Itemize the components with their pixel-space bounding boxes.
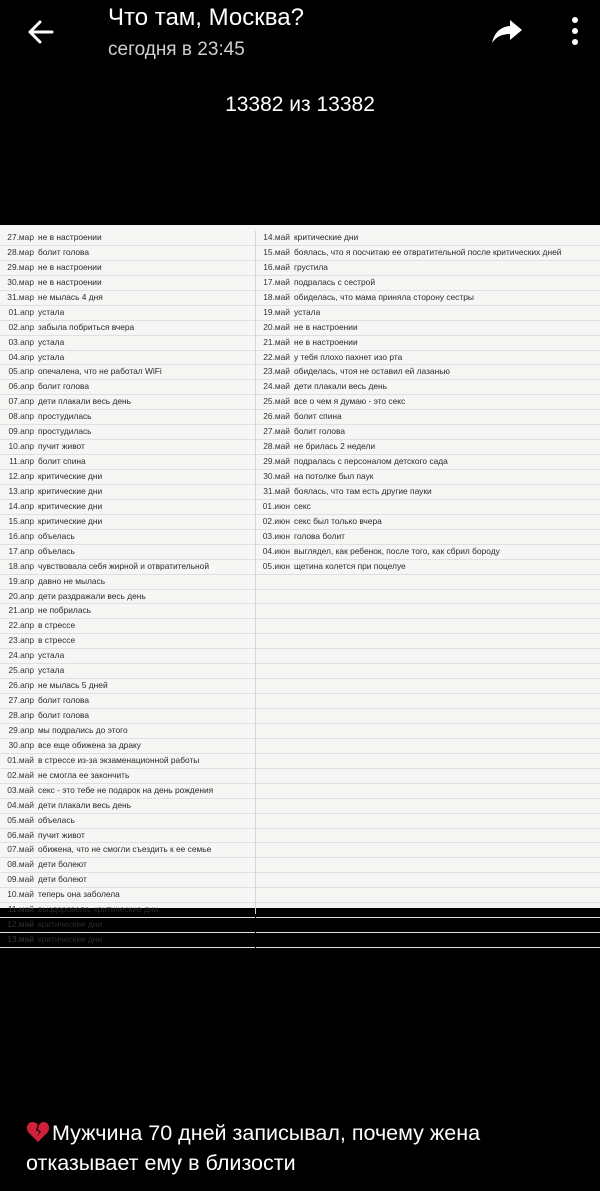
table-row	[0, 425, 255, 440]
table-row	[0, 410, 255, 425]
row-reason: не брилась 2 недели	[294, 441, 376, 452]
row-reason: не смогла ее закончить	[38, 769, 130, 780]
row-reason: критические дни	[38, 515, 103, 526]
row-date: 13.май	[7, 934, 34, 945]
table-row	[0, 321, 255, 336]
back-arrow-icon[interactable]	[22, 14, 62, 50]
row-reason: устала	[38, 336, 65, 347]
table-row	[256, 395, 600, 410]
row-date: 30.апр	[8, 739, 34, 750]
row-date: 21.май	[263, 336, 290, 347]
row-date: 12.май	[7, 919, 34, 930]
row-date: 08.апр	[8, 411, 34, 422]
row-reason: простудилась	[38, 426, 92, 437]
table-row	[0, 903, 255, 918]
row-reason: секс был только вчера	[294, 515, 382, 526]
row-reason: дети плакали весь день	[38, 396, 132, 407]
row-date: 14.апр	[8, 500, 34, 511]
row-reason: секс	[294, 500, 311, 511]
table-row	[256, 410, 600, 425]
row-reason: объелась	[38, 814, 75, 825]
row-date: 31.мар	[7, 291, 34, 302]
table-row	[256, 425, 600, 440]
row-reason: объелась	[38, 545, 75, 556]
chat-title: Что там, Москва?	[108, 4, 304, 31]
row-date: 13.апр	[8, 485, 34, 496]
table-row	[0, 276, 255, 291]
row-reason: все еще обижена за драку	[38, 739, 141, 750]
row-date: 18.май	[263, 291, 290, 302]
row-reason: дети плакали весь день	[38, 799, 132, 810]
table-row	[0, 246, 255, 261]
table-row	[256, 545, 600, 560]
table-row	[0, 649, 255, 664]
row-date: 27.май	[263, 426, 290, 437]
row-date: 22.май	[263, 351, 290, 362]
row-date: 25.май	[263, 396, 290, 407]
row-date: 06.апр	[8, 381, 34, 392]
table-row	[0, 261, 255, 276]
table-row	[256, 470, 600, 485]
row-date: 28.апр	[8, 710, 34, 720]
row-date: 29.апр	[8, 724, 34, 735]
table-row	[256, 649, 600, 664]
table-row	[0, 455, 255, 470]
row-date: 11.май	[7, 904, 34, 915]
row-date: 01.май	[7, 754, 34, 765]
row-reason: в стрессе из-за экзаменационной работы	[38, 754, 200, 765]
row-reason: болит голова	[294, 426, 345, 437]
row-date: 05.июн	[262, 560, 290, 571]
table-row	[0, 515, 255, 530]
table-row	[256, 351, 600, 366]
table-row	[256, 575, 600, 590]
table-row	[0, 769, 255, 784]
table-row	[0, 306, 255, 321]
row-date: 16.апр	[8, 530, 34, 541]
row-reason: устала	[38, 351, 65, 362]
table-row	[0, 709, 255, 724]
row-reason: мы подрались до этого	[38, 724, 128, 735]
table-row	[0, 291, 255, 306]
row-reason: дети болеют	[38, 874, 87, 885]
table-row	[256, 754, 600, 769]
row-reason: не мылась 4 дня	[38, 291, 103, 302]
table-row	[256, 769, 600, 784]
row-reason: чувствовала себя жирной и отвратительной	[38, 560, 210, 571]
table-row	[256, 231, 600, 246]
table-row	[0, 336, 255, 351]
table-row	[256, 321, 600, 336]
media-counter: 13382 из 13382	[225, 93, 375, 116]
table-row	[0, 724, 255, 739]
row-date: 17.апр	[8, 545, 34, 556]
row-reason: давно не мылась	[38, 575, 106, 586]
table-row	[256, 814, 600, 829]
row-date: 01.апр	[8, 306, 34, 317]
table-row	[256, 619, 600, 634]
row-reason: дети раздражали весь день	[38, 590, 146, 601]
row-date: 05.апр	[8, 366, 34, 377]
row-reason: в стрессе	[38, 635, 76, 646]
table-row	[256, 664, 600, 679]
row-date: 30.май	[263, 471, 290, 481]
row-date: 21.апр	[8, 605, 34, 616]
table-row	[0, 351, 255, 366]
table-row	[0, 604, 255, 619]
table-row	[256, 694, 600, 709]
table-row	[256, 843, 600, 858]
row-date: 02.апр	[8, 321, 34, 332]
row-reason: болит голова	[38, 695, 89, 706]
row-date: 24.май	[263, 381, 290, 392]
row-date: 12.апр	[8, 471, 34, 481]
row-reason: забыла побриться вчера	[38, 321, 135, 332]
row-reason: щетина колется при поцелуе	[294, 560, 406, 571]
row-reason: устала	[38, 665, 65, 676]
row-reason: критические дни	[38, 471, 103, 481]
table-row	[0, 440, 255, 455]
row-date: 19.апр	[8, 575, 34, 586]
row-date: 20.апр	[8, 590, 34, 601]
table-row	[256, 246, 600, 261]
row-date: 31.май	[263, 485, 290, 496]
table-row	[0, 888, 255, 903]
table-row	[0, 500, 255, 515]
row-reason: болит спина	[294, 411, 342, 422]
row-reason: критические дни	[38, 919, 103, 930]
table-row	[0, 858, 255, 873]
row-date: 04.май	[7, 799, 34, 810]
row-date: 15.апр	[8, 515, 34, 526]
row-date: 27.мар	[7, 232, 34, 242]
table-row	[0, 664, 255, 679]
table-row	[256, 365, 600, 380]
row-reason: критические дни	[38, 934, 103, 945]
row-date: 11.апр	[9, 456, 34, 467]
table-row	[256, 858, 600, 873]
row-date: 24.апр	[8, 650, 34, 661]
table-row	[256, 709, 600, 724]
table-row	[256, 261, 600, 276]
share-icon[interactable]	[490, 16, 524, 46]
row-date: 03.май	[7, 784, 34, 795]
table-row	[0, 485, 255, 500]
spreadsheet-column-left	[0, 231, 256, 945]
row-date: 04.апр	[8, 351, 34, 362]
row-reason: опечалена, что не работал WiFi	[38, 366, 162, 377]
table-row	[0, 814, 255, 829]
row-date: 25.апр	[8, 665, 34, 676]
row-date: 28.мар	[7, 246, 34, 257]
row-date: 27.апр	[8, 695, 34, 706]
table-row	[0, 754, 255, 769]
row-reason: подралась с сестрой	[294, 276, 376, 287]
row-reason: выглядел, как ребенок, после того, как сбрил бороду	[294, 545, 500, 556]
row-date: 04.июн	[262, 545, 290, 556]
row-date: 23.апр	[8, 635, 34, 646]
row-reason: подралась с персоналом детского сада	[294, 456, 448, 467]
table-row	[0, 739, 255, 754]
post-caption	[26, 1118, 586, 1178]
table-row	[0, 545, 255, 560]
post-date: сегодня в 23:45	[108, 39, 245, 60]
table-row	[0, 530, 255, 545]
spreadsheet-column-right	[256, 231, 600, 948]
row-reason: грустила	[294, 261, 328, 272]
table-row	[0, 470, 255, 485]
row-date: 08.май	[7, 859, 34, 870]
broken-heart-icon	[26, 1121, 50, 1143]
table-row	[256, 485, 600, 500]
row-reason: в стрессе	[38, 620, 76, 631]
table-row	[256, 724, 600, 739]
row-reason: не в настроении	[294, 321, 358, 332]
table-row	[0, 560, 255, 575]
table-row	[256, 799, 600, 814]
row-reason: все о чем я думаю - это секс	[294, 396, 406, 407]
table-row	[256, 679, 600, 694]
row-date: 15.май	[263, 246, 290, 257]
row-date: 10.апр	[8, 441, 34, 452]
row-date: 23.май	[263, 366, 290, 377]
table-row	[256, 873, 600, 888]
row-reason: устала	[38, 306, 65, 317]
table-row	[256, 739, 600, 754]
more-vertical-icon[interactable]	[562, 14, 588, 48]
row-date: 19.май	[263, 306, 290, 317]
table-row	[256, 634, 600, 649]
row-date: 07.апр	[8, 396, 34, 407]
table-row	[256, 604, 600, 619]
row-date: 14.май	[263, 232, 290, 242]
row-reason: не в настроении	[294, 336, 358, 347]
row-date: 30.мар	[7, 276, 34, 287]
row-date: 18.апр	[8, 560, 34, 571]
table-row	[256, 306, 600, 321]
row-date: 09.май	[7, 874, 34, 885]
table-row	[256, 380, 600, 395]
table-row	[0, 365, 255, 380]
row-date: 10.май	[7, 889, 34, 900]
row-reason: боялась, что там есть другие пауки	[294, 485, 432, 496]
table-row	[0, 873, 255, 888]
table-row	[256, 291, 600, 306]
row-date: 07.май	[7, 844, 34, 855]
row-reason: теперь она заболела	[38, 889, 120, 900]
table-row	[0, 395, 255, 410]
row-reason: выздоровела, критические дни	[38, 904, 159, 915]
table-row	[256, 515, 600, 530]
table-row	[256, 455, 600, 470]
row-date: 29.май	[263, 456, 290, 467]
row-reason: болит голова	[38, 246, 89, 257]
row-reason: обижена, что не смогли съездить к ее семье	[38, 844, 212, 855]
table-row	[256, 276, 600, 291]
row-reason: на потолке был паук	[294, 471, 374, 481]
row-date: 20.май	[263, 321, 290, 332]
row-reason: болит голова	[38, 710, 89, 720]
row-reason: обиделась, чтоя не оставил ей лазанью	[294, 366, 450, 377]
table-row	[0, 634, 255, 649]
table-row	[0, 918, 255, 933]
row-date: 03.июн	[262, 530, 290, 541]
table-row	[0, 619, 255, 634]
row-reason: пучит живот	[38, 441, 85, 452]
row-date: 03.апр	[8, 336, 34, 347]
row-reason: дети болеют	[38, 859, 87, 870]
row-reason: дети плакали весь день	[294, 381, 388, 392]
table-row	[0, 679, 255, 694]
table-row	[256, 440, 600, 455]
row-date: 02.май	[7, 769, 34, 780]
table-row	[0, 231, 255, 246]
spreadsheet-photo[interactable]	[0, 225, 600, 945]
row-date: 02.июн	[262, 515, 290, 526]
row-reason: болит спина	[38, 456, 86, 467]
row-reason: не побрилась	[38, 605, 92, 616]
table-row	[0, 694, 255, 709]
row-date: 26.апр	[8, 680, 34, 691]
caption-text: Мужчина 70 дней записывал, почему жена отказывает ему в близости	[26, 1121, 481, 1175]
row-reason: критические дни	[38, 485, 103, 496]
table-row	[256, 336, 600, 351]
row-date: 26.май	[263, 411, 290, 422]
table-row	[0, 933, 255, 948]
row-reason: не в настроении	[38, 261, 102, 272]
row-date: 01.июн	[262, 500, 290, 511]
table-row	[256, 918, 600, 933]
row-reason: простудилась	[38, 411, 92, 422]
row-date: 17.май	[263, 276, 290, 287]
row-date: 06.май	[7, 829, 34, 840]
table-row	[256, 933, 600, 948]
table-row	[0, 575, 255, 590]
row-reason: объелась	[38, 530, 75, 541]
table-row	[256, 590, 600, 605]
row-reason: устала	[294, 306, 321, 317]
row-reason: секс - это тебе не подарок на день рождения	[38, 784, 214, 795]
table-row	[0, 380, 255, 395]
row-reason: критические дни	[38, 500, 103, 511]
table-row	[0, 843, 255, 858]
row-date: 22.апр	[8, 620, 34, 631]
row-date: 16.май	[263, 261, 290, 272]
table-row	[0, 829, 255, 844]
row-reason: у тебя плохо пахнет изо рта	[294, 351, 403, 362]
table-row	[0, 590, 255, 605]
row-reason: не в настроении	[38, 276, 102, 287]
row-reason: не мылась 5 дней	[38, 680, 108, 691]
table-row	[256, 903, 600, 918]
table-row	[256, 500, 600, 515]
row-reason: устала	[38, 650, 65, 661]
row-reason: обиделась, что мама приняла сторону сестры	[294, 291, 474, 302]
table-row	[256, 829, 600, 844]
row-reason: болит голова	[38, 381, 89, 392]
row-reason: голова болит	[294, 530, 345, 541]
row-date: 09.апр	[8, 426, 34, 437]
table-row	[256, 530, 600, 545]
table-row	[256, 888, 600, 903]
row-date: 05.май	[7, 814, 34, 825]
top-app-bar	[0, 0, 600, 80]
row-reason: не в настроении	[38, 232, 102, 242]
row-date: 28.май	[263, 441, 290, 452]
table-row	[256, 560, 600, 575]
table-row	[0, 784, 255, 799]
table-row	[256, 784, 600, 799]
table-row	[0, 799, 255, 814]
row-reason: критические дни	[294, 232, 359, 242]
row-reason: боялась, что я посчитаю ее отвратительной после критических дней	[294, 246, 562, 257]
row-reason: пучит живот	[38, 829, 85, 840]
row-date: 29.мар	[7, 261, 34, 272]
